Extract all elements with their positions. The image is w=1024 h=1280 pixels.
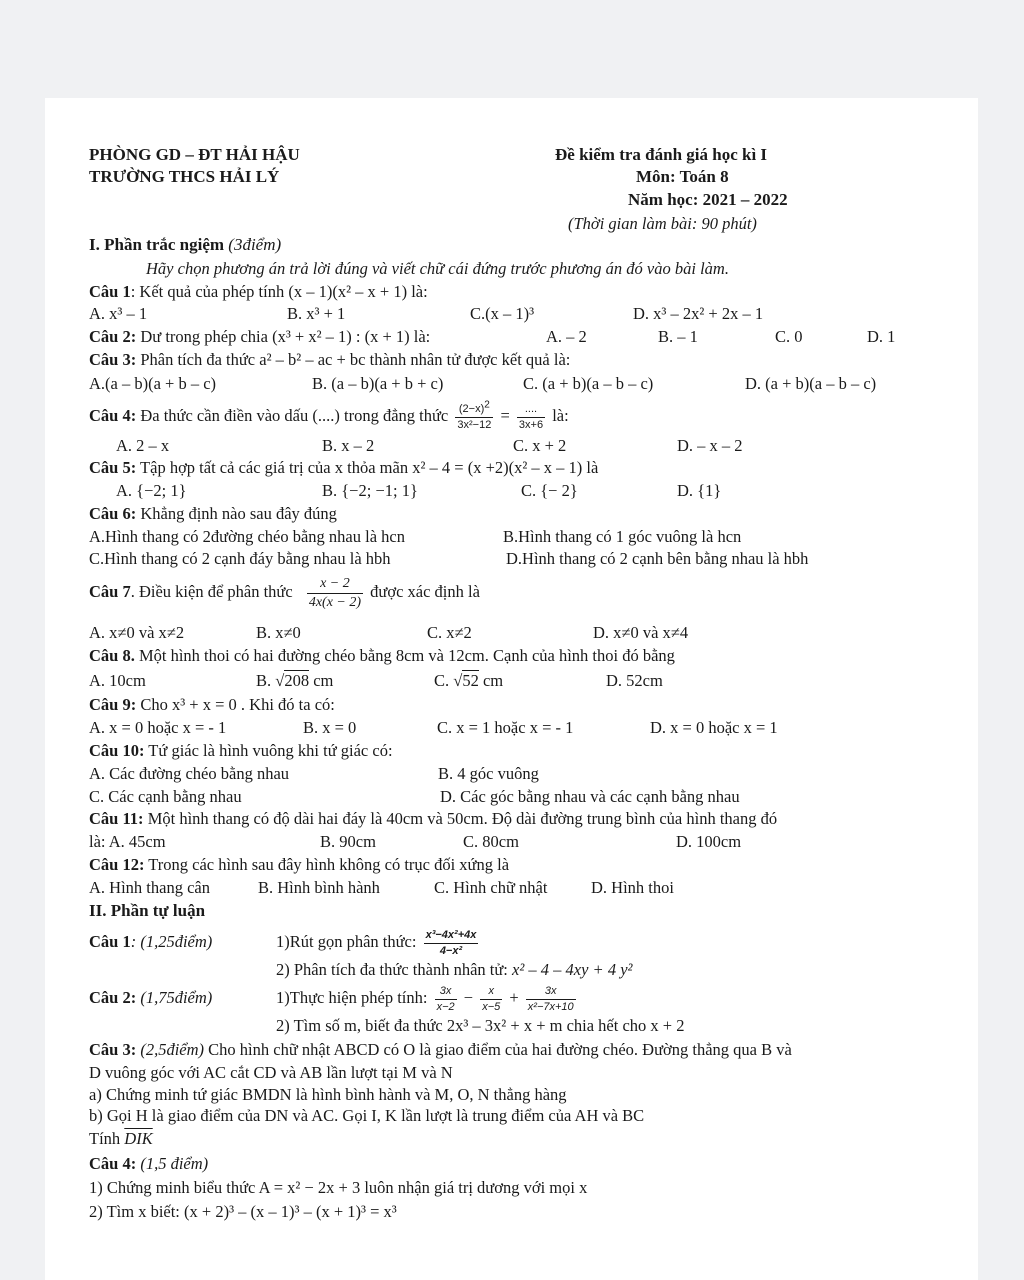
q5-option-d: D. {1}	[677, 481, 722, 500]
equals-sign: =	[500, 406, 510, 425]
question-label: Câu 1	[89, 282, 131, 301]
question-2	[89, 327, 430, 347]
question-text: Tứ giác là hình vuông khi tứ giác có:	[148, 741, 393, 760]
essay-4-part-2: 2) Tìm x biết: (x + 2)³ – (x – 1)³ – (x + 1)³ = x³	[89, 1202, 397, 1221]
q11-option-b: B. 90cm	[320, 832, 376, 851]
angle-label: $\overline{DIK}$	[124, 1129, 153, 1148]
fraction-numerator: x³−4x²+4x	[424, 930, 479, 944]
question-4	[89, 398, 569, 434]
q1-option-a: A. x³ – 1	[89, 304, 148, 323]
q6-option-a: A.Hình thang có 2đường chéo bằng nhau là hcn	[89, 527, 405, 546]
unit: cm	[313, 671, 334, 690]
question-text: 1)Rút gọn phân thức:	[276, 932, 417, 951]
q2-option-b: B. – 1	[658, 327, 698, 346]
q4-option-d: D. – x – 2	[677, 436, 743, 455]
q4-option-c: C. x + 2	[513, 436, 567, 455]
q12-option-b: B. Hình bình hành	[258, 878, 380, 897]
fraction-left	[455, 399, 493, 431]
question-text: Một hình thoi có hai đường chéo bằng 8cm và 12cm. Cạnh của hình thoi đó bằng	[138, 646, 675, 665]
q5-option-a: A. {−2; 1}	[116, 481, 187, 500]
essay-3-line-5	[89, 1129, 153, 1149]
question-text: Dư trong phép chia (x³ + x² – 1) : (x + 1) là:	[140, 327, 431, 346]
question-text: Đa thức cần điền vào dấu (....) trong đẳng thức	[140, 406, 449, 425]
fraction-numerator: x − 2	[307, 577, 363, 594]
q7-option-a: A. x≠0 và x≠2	[89, 623, 185, 642]
essay-2-label	[89, 988, 212, 1008]
question-label: Câu 2:	[89, 988, 137, 1007]
question-10	[89, 741, 393, 761]
q10-option-d: D. Các góc bằng nhau và các cạnh bằng nhau	[440, 787, 740, 806]
q8-option-c	[434, 671, 503, 691]
instruction: Hãy chọn phương án trả lời đúng và viết chữ cái đứng trước phương án đó vào bài làm.	[146, 259, 729, 278]
fraction-numerator: 3x	[435, 986, 457, 1000]
q10-option-b: B. 4 góc vuông	[438, 764, 539, 783]
square-root-icon: √	[453, 671, 463, 690]
question-label: Câu 1	[89, 932, 131, 951]
q1-option-b: B. x³ + 1	[287, 304, 346, 323]
question-label: Câu 5:	[89, 458, 137, 477]
question-9	[89, 695, 335, 715]
question-text: Tính	[89, 1129, 121, 1148]
question-label: Câu 7	[89, 582, 131, 601]
school-year: Năm học: 2021 – 2022	[628, 190, 788, 209]
part2-title: II. Phần tự luận	[89, 901, 206, 920]
question-6	[89, 504, 337, 524]
school-name: TRƯỜNG THCS HẢI LÝ	[89, 167, 280, 186]
essay-3	[89, 1040, 792, 1060]
question-points: (2,5điểm)	[140, 1040, 205, 1059]
question-text: 2) Phân tích đa thức thành nhân tử:	[276, 960, 508, 979]
q9-option-d: D. x = 0 hoặc x = 1	[650, 718, 778, 737]
fraction-1	[435, 986, 457, 1013]
question-label: Câu 3:	[89, 350, 137, 369]
question-label: Câu 9:	[89, 695, 137, 714]
essay-1-part-1	[276, 922, 481, 962]
fraction-denominator: x−2	[436, 1000, 455, 1013]
question-label: Câu 2:	[89, 327, 137, 346]
part1-heading	[89, 235, 281, 255]
question-text: Phân tích đa thức a² – b² – ac + bc thành nhân tử được kết quả là:	[140, 350, 571, 369]
q11-option-a: là: A. 45cm	[89, 832, 166, 851]
department-name: PHÒNG GD – ĐT HẢI HẬU	[89, 145, 300, 164]
q6-option-d: D.Hình thang có 2 cạnh bên bằng nhau là hbh	[506, 549, 809, 568]
question-label: Câu 11:	[89, 809, 144, 828]
question-label: Câu 8.	[89, 646, 135, 665]
fraction-denominator: x−5	[482, 1000, 501, 1013]
question-text: 1)Thực hiện phép tính:	[276, 988, 428, 1007]
question-points: (1,75điểm)	[140, 988, 213, 1007]
essay-2-part-2: 2) Tìm số m, biết đa thức 2x³ – 3x² + x + m chia hết cho x + 2	[276, 1016, 685, 1035]
part1-title: I. Phần trắc ngiệm	[89, 235, 225, 254]
fraction-numerator: x	[480, 986, 502, 1000]
q7-option-d: D. x≠0 và x≠4	[593, 623, 689, 642]
fraction-denominator: 3x+6	[518, 418, 544, 431]
question-text: Cho hình chữ nhật ABCD có O là giao điểm của hai đường chéo. Đường thẳng qua B và	[208, 1040, 792, 1059]
option-letter: B.	[256, 671, 272, 690]
q3-option-d: D. (a + b)(a – b – c)	[745, 374, 877, 393]
fraction-denominator: 3x²−12	[457, 418, 492, 431]
q4-option-b: B. x – 2	[322, 436, 375, 455]
essay-1-part-2	[276, 960, 632, 980]
option-letter: C.	[434, 671, 450, 690]
q2-option-a: A. – 2	[546, 327, 587, 346]
fraction-right	[517, 404, 545, 431]
question-1	[89, 282, 428, 302]
question-text: : Kết quả của phép tính (x – 1)(x² – x + 1) là:	[130, 282, 428, 301]
essay-4-part-1: 1) Chứng minh biểu thức A = x² − 2x + 3 luôn nhận giá trị dương với mọi x	[89, 1178, 588, 1197]
q1-option-c: C.(x – 1)³	[470, 304, 535, 323]
question-text: Tập hợp tất cả các giá trị của x thỏa mãn x² – 4 = (x +2)(x² – x – 1) là	[140, 458, 599, 477]
q6-option-c: C.Hình thang có 2 cạnh đáy bằng nhau là hbh	[89, 549, 391, 568]
question-3	[89, 350, 570, 370]
q3-option-c: C. (a + b)(a – b – c)	[523, 374, 654, 393]
question-points: (1,5 điểm)	[140, 1154, 209, 1173]
question-label: Câu 12:	[89, 855, 145, 874]
plus-sign: +	[509, 988, 519, 1007]
question-7	[89, 572, 480, 612]
fraction-3	[526, 986, 576, 1013]
radicand: 208	[284, 671, 310, 690]
fraction	[424, 930, 479, 957]
unit: cm	[482, 671, 504, 690]
q7-option-b: B. x≠0	[256, 623, 301, 642]
question-label: Câu 6:	[89, 504, 137, 523]
q9-option-c: C. x = 1 hoặc x = - 1	[437, 718, 574, 737]
question-text: Một hình thang có độ dài hai đáy là 40cm và 50cm. Độ dài đường trung bình của hình thang đó	[147, 809, 778, 828]
essay-3-line-2: D vuông góc với AC cắt CD và AB lần lượt tại M và N	[89, 1063, 453, 1082]
part1-points: (3điểm)	[228, 235, 282, 254]
essay-4-label	[89, 1154, 208, 1174]
question-5	[89, 458, 598, 478]
essay-1-label	[89, 932, 212, 952]
q4-option-a: A. 2 – x	[116, 436, 170, 455]
fraction-numerator: (2−x)	[458, 402, 485, 415]
question-label: Câu 4:	[89, 1154, 137, 1173]
q2-option-c: C. 0	[775, 327, 803, 346]
minus-sign: −	[463, 988, 474, 1007]
fraction-denominator: x²−7x+10	[527, 1000, 574, 1013]
subject: Môn: Toán 8	[636, 167, 729, 186]
q7-option-c: C. x≠2	[427, 623, 472, 642]
q11-option-d: D. 100cm	[676, 832, 742, 851]
q1-option-d: D. x³ – 2x² + 2x – 1	[633, 304, 764, 323]
question-tail: là:	[552, 406, 569, 425]
q11-option-c: C. 80cm	[463, 832, 519, 851]
square-root-icon: √	[275, 671, 285, 690]
q5-option-b: B. {−2; −1; 1}	[322, 481, 418, 500]
fraction-2	[480, 986, 502, 1013]
question-label: Câu 4:	[89, 406, 137, 425]
q8-option-a: A. 10cm	[89, 671, 146, 690]
essay-2-part-1	[276, 978, 579, 1018]
q6-option-b: B.Hình thang có 1 góc vuông là hcn	[503, 527, 742, 546]
question-12	[89, 855, 509, 875]
exponent: 2	[484, 399, 490, 411]
radicand: 52	[462, 671, 479, 690]
question-text: . Điều kiện để phân thức	[130, 582, 293, 601]
q3-option-a: A.(a – b)(a + b – c)	[89, 374, 217, 393]
question-text: Trong các hình sau đây hình không có trục đối xứng là	[148, 855, 510, 874]
q9-option-a: A. x = 0 hoặc x = - 1	[89, 718, 227, 737]
q8-option-d: D. 52cm	[606, 671, 663, 690]
q9-option-b: B. x = 0	[303, 718, 357, 737]
essay-3-part-b: b) Gọi H là giao điểm của DN và AC. Gọi I, K lần lượt là trung điểm của AH và BC	[89, 1106, 645, 1125]
q10-option-c: C. Các cạnh bằng nhau	[89, 787, 242, 806]
fraction-denominator: 4−x²	[439, 944, 463, 957]
question-points: : (1,25điểm)	[130, 932, 213, 951]
q5-option-c: C. {− 2}	[521, 481, 578, 500]
fraction-numerator: ....	[517, 404, 545, 418]
question-text: Khẳng định nào sau đây đúng	[140, 504, 337, 523]
q12-option-a: A. Hình thang cân	[89, 878, 210, 897]
question-tail: được xác định là	[370, 582, 480, 601]
time-limit: (Thời gian làm bài: 90 phút)	[568, 214, 757, 233]
exam-title: Đề kiểm tra đánh giá học kì I	[555, 145, 768, 164]
q8-option-b	[256, 671, 333, 691]
fraction-denominator: 4x(x − 2)	[308, 594, 362, 610]
expression: x² – 4 – 4xy + 4 y²	[512, 960, 633, 979]
q10-option-a: A. Các đường chéo bằng nhau	[89, 764, 290, 783]
question-label: Câu 10:	[89, 741, 145, 760]
question-label: Câu 3:	[89, 1040, 137, 1059]
question-11	[89, 809, 777, 829]
question-8	[89, 646, 675, 666]
essay-3-part-a: a) Chứng minh tứ giác BMDN là hình bình hành và M, O, N thẳng hàng	[89, 1085, 567, 1104]
q3-option-b: B. (a – b)(a + b + c)	[312, 374, 444, 393]
fraction-numerator: 3x	[526, 986, 576, 1000]
fraction	[307, 577, 363, 610]
q12-option-d: D. Hình thoi	[591, 878, 674, 897]
q2-option-d: D. 1	[867, 327, 896, 346]
question-text: Cho x³ + x = 0 . Khi đó ta có:	[140, 695, 335, 714]
q12-option-c: C. Hình chữ nhật	[434, 878, 548, 897]
